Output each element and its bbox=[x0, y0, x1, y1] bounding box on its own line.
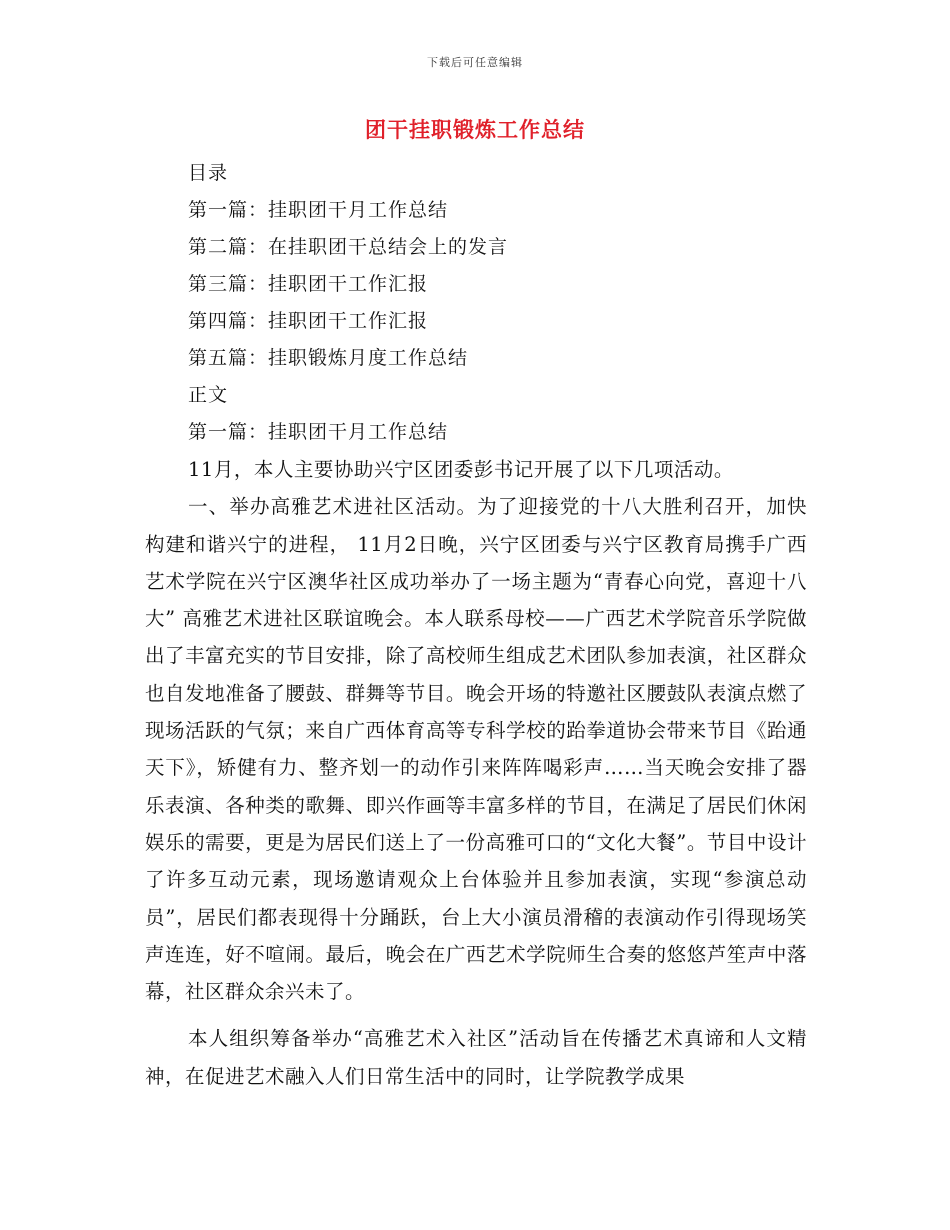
section-heading: 第一篇：挂职团干月工作总结 bbox=[188, 421, 449, 443]
paragraph: 一、举办高雅艺术进社区活动。为了迎接党的十八大胜利召开，加快构建和谐兴宁的进程， 11月2日晚，兴宁区团委与兴宁区教育局携手广西艺术学院在兴宁区澳华社区成功举办了一场主题为“青春心向党，喜迎十八大” 高雅艺术进社区联谊晚会。本人联系母校——广西艺术学院音乐学院做出了丰富充实的节目安排，除了高校师生组成艺术团队参加表演，社区群众也自发地准备了腰鼓、群舞等节目。晚会开场的特邀社区腰鼓队表演点燃了现场活跃的气氛；来自广西体育高等专科学校的跆拳道协会带来节目《跆通天下》，矫健有力、整齐划一的动作引来阵阵喝彩声……当天晚会安排了器乐表演、各种类的歌舞、即兴作画等丰富多样的节目，在满足了居民们休闲娱乐的需要，更是为居民们送上了一份高雅可口的“文化大餐”。节目中设计了许多互动元素，现场邀请观众上台体验并且参加表演，实现“参演总动员”，居民们都表现得十分踊跃，台上大小演员滑稽的表演动作引得现场笑声连连，好不喧闹。最后，晚会在广西艺术学院师生合奏的悠悠芦笙声中落幕，社区群众余兴未了。 bbox=[145, 495, 807, 1004]
document-title: 团干挂职锻炼工作总结 bbox=[365, 117, 585, 142]
table-of-contents bbox=[188, 155, 828, 451]
paragraph: 11月，本人主要协助兴宁区团委彭书记开展了以下几项活动。 bbox=[188, 458, 734, 481]
toc-item: 第四篇：挂职团干工作汇报 bbox=[188, 310, 429, 332]
toc-heading: 目录 bbox=[188, 162, 229, 184]
body-text bbox=[145, 451, 807, 1095]
toc-item: 第三篇：挂职团干工作汇报 bbox=[188, 273, 429, 295]
paragraph: 本人组织筹备举办“高雅艺术入社区”活动旨在传播艺术真谛和人文精神，在促进艺术融入人们日常生活中的同时，让学院教学成果 bbox=[145, 1027, 807, 1088]
header-note: 下载后可任意编辑 bbox=[427, 56, 523, 69]
toc-item: 第二篇：在挂职团干总结会上的发言 bbox=[188, 236, 509, 258]
toc-item: 第五篇：挂职锻炼月度工作总结 bbox=[188, 347, 469, 369]
body-heading: 正文 bbox=[188, 384, 229, 406]
toc-item: 第一篇：挂职团干月工作总结 bbox=[188, 199, 449, 221]
